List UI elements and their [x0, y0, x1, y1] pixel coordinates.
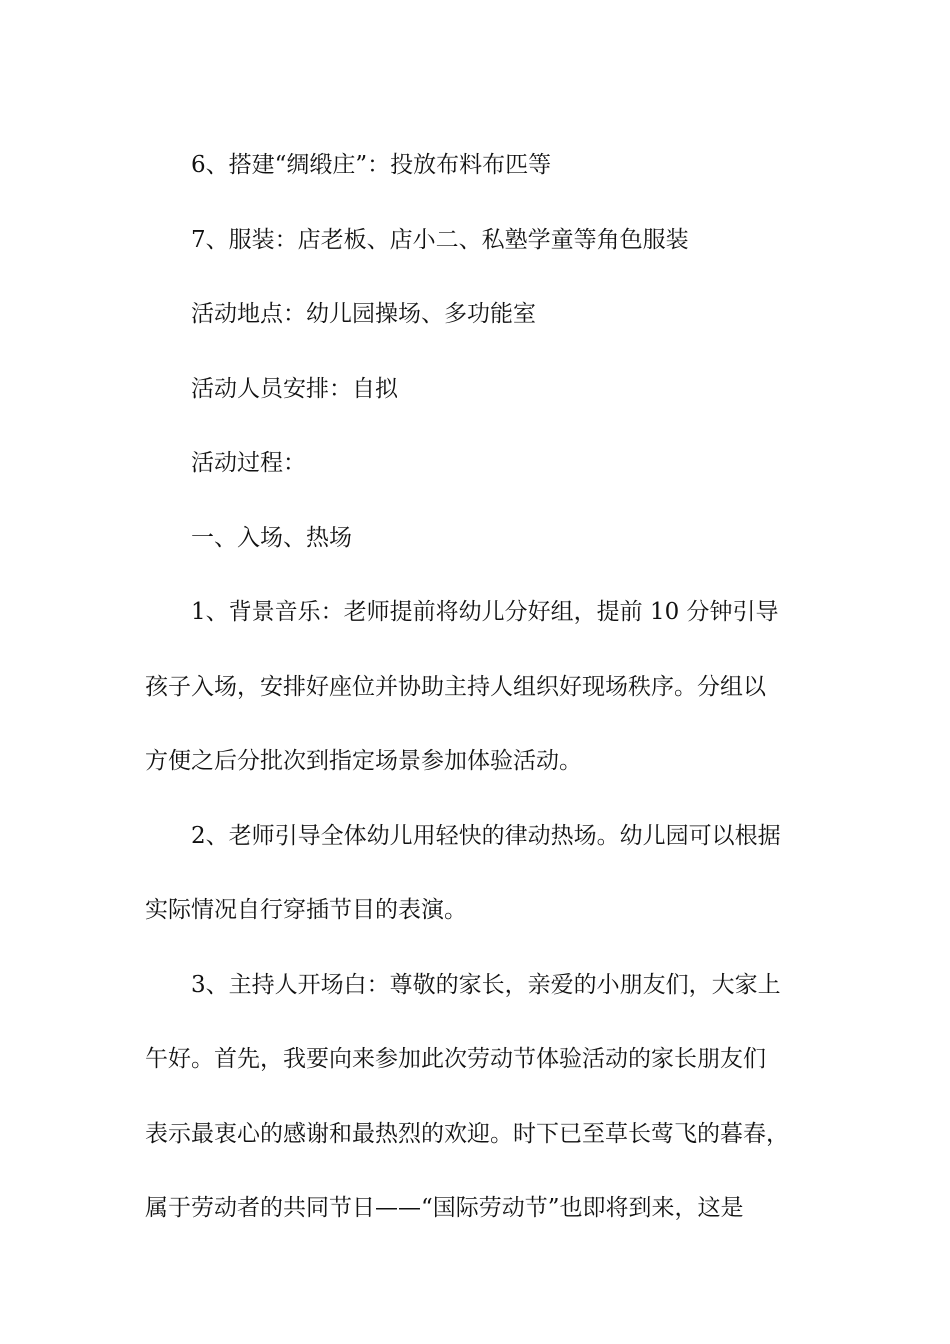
- paragraph-activity-location: [145, 277, 815, 352]
- paragraph-process-heading: [145, 426, 815, 501]
- paragraph-materials-silk-shop: [145, 128, 815, 203]
- paragraph-materials-costumes: [145, 203, 815, 278]
- paragraph-line: 表示最衷心的感谢和最热烈的欢迎。时下已至草长莺飞的暮春，: [145, 1120, 789, 1147]
- paragraph-line: 一、入场、热场: [191, 524, 352, 551]
- paragraph-line: 活动过程：: [191, 450, 306, 476]
- paragraph-staff-arrangement: [145, 352, 815, 427]
- paragraph-line: 活动地点：幼儿园操场、多功能室: [191, 301, 536, 327]
- paragraph-line: 午好。首先，我要向来参加此次劳动节体验活动的家长朋友们: [145, 1046, 766, 1072]
- paragraph-line: 活动人员安排：自拟: [191, 375, 398, 402]
- paragraph-line: 方便之后分批次到指定场景参加体验活动。: [145, 748, 582, 774]
- paragraph-line: 孩子入场，安排好座位并协助主持人组织好现场秩序。分组以: [145, 673, 766, 700]
- paragraph-line: 实际情况自行穿插节目的表演。: [145, 897, 467, 923]
- paragraph-line: 7、服装：店老板、店小二、私塾学童等角色服装: [191, 226, 689, 253]
- paragraph-line: 6、搭建“绸缎庄”：投放布料布匹等: [191, 152, 552, 178]
- document-body: [145, 128, 815, 1246]
- paragraph-step-2-warmup: [145, 799, 815, 948]
- paragraph-line: 1、背景音乐：老师提前将幼儿分好组，提前 10 分钟引导: [191, 599, 779, 625]
- paragraph-step-3-host-opening: [145, 948, 815, 1246]
- paragraph-step-1-music: [145, 575, 815, 799]
- paragraph-line: 属于劳动者的共同节日——“国际劳动节”也即将到来，这是: [145, 1195, 744, 1221]
- paragraph-line: 3、主持人开场白：尊敬的家长，亲爱的小朋友们，大家上: [191, 971, 781, 998]
- section-heading-entrance: [145, 501, 815, 576]
- paragraph-line: 2、老师引导全体幼儿用轻快的律动热场。幼儿园可以根据: [191, 822, 781, 849]
